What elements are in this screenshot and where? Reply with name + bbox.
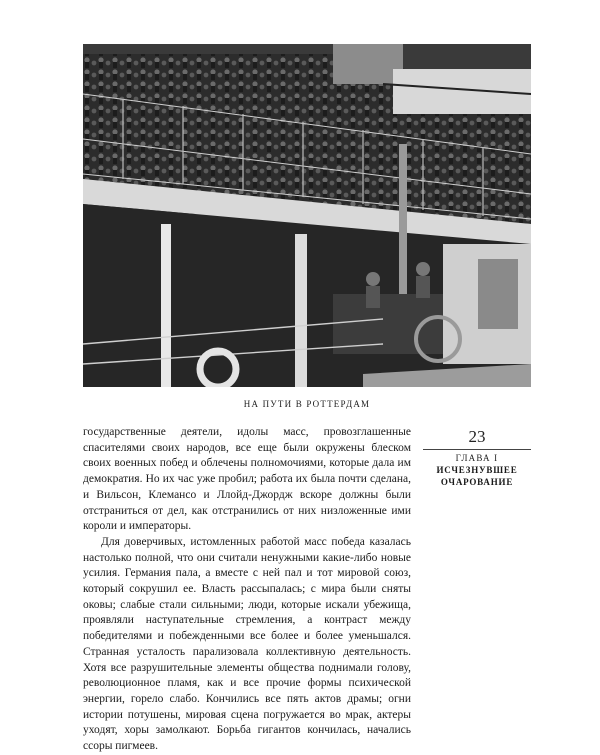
ship-photo-illustration [83,44,531,387]
chapter-label: ГЛАВА I [455,453,499,463]
body-text [83,425,411,755]
sidebar-divider [423,449,531,450]
page-number: 23 [468,427,486,446]
ship-deck-photo [83,44,531,387]
paragraph-2: Для доверчивых, истомленных работой масс победа казалась настолько полной, что они считали ненужными какие-либо новые усилия. Германия пала, а вместе с ней пал и тот мировой союз, который сокрушил ее. Власть рассыпалась; с мира были сняты оковы; слабые стали сильными; люди, которые искали убежища, проявляли наступательные стремления, а контраст между победителями и побежденными все более и более уменьшался. Странная усталость парализовала коллективную деятельность. Хотя все разрушительные элементы общества поднимали голову, революционное пламя, как и все прочие формы психической энергии, горело слабо. Кончились все пять актов драмы; огни истории потушены, мировая сцена погружается во мрак, актеры уходят, хоры замолкают. Борьба гигантов кончилась, начались ссоры пигмеев. [83,535,411,753]
chapter-sidebar [423,428,531,488]
chapter-title: ИСЧЕЗНУВШЕЕ ОЧАРОВАНИЕ [436,465,518,487]
photo-caption: НА ПУТИ В РОТТЕРДАМ [243,399,371,409]
paragraph-1: государственные деятели, идолы масс, провозглашенные спасителями своих народов, все еще были окружены блеском своих военных побед и облечены полномочиями, которые дала им демократия. Но их час уже пробил; работа их была почти сделана, и Вильсон, Клемансо и Ллойд-Джордж вскоре должны были отстраниться от дел, как отстранились от них низложенные ими короли и императоры. [83,426,411,533]
